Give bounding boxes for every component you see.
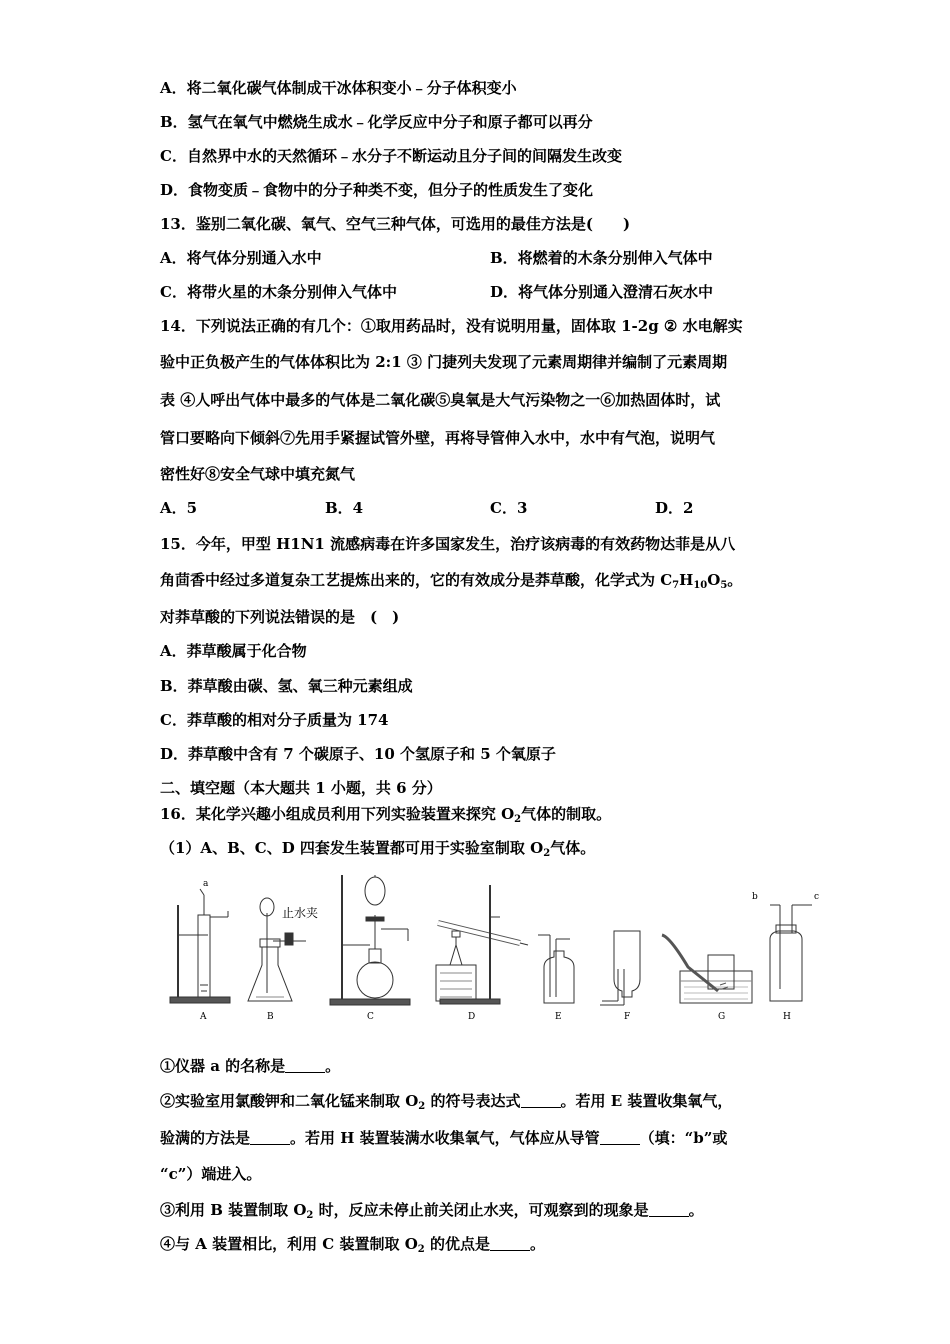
q16-sub-1: ①仪器 a 的名称是 。 — [160, 1057, 341, 1075]
q16-part-1: （1）A、B、C、D 四套发生装置都可用于实验室制取 $O_2$气体。 — [160, 839, 596, 859]
q14-line-3: 表 ④人呼出气体中最多的气体是二氧化碳⑤臭氧是大气污染物之一⑥加热固体时，试 — [160, 391, 721, 409]
q12-option-b: B．氢气在氧气中燃烧生成水﹣化学反应中分子和原子都可以再分 — [160, 113, 593, 131]
apparatus-a — [170, 879, 230, 1003]
q14-line-5: 密性好⑧安全气球中填充氮气 — [160, 465, 356, 483]
q15-option-b: B．莽草酸由碳、氢、氧三种元素组成 — [160, 677, 413, 695]
answer-blank[interactable] — [490, 1236, 530, 1251]
apparatus-d — [436, 885, 528, 1004]
q14-line-4: 管口要略向下倾斜⑦先用手紧握试管外壁，再将导管伸入水中，水中有气泡，说明气 — [160, 429, 716, 447]
q15-line-1: 15．今年，甲型 H1N1 流感病毒在许多国家发生，治疗该病毒的有效药物达菲是从八 — [160, 535, 736, 553]
apparatus-g — [662, 935, 752, 1003]
q13-option-a: A．将气体分别通入水中 — [160, 249, 322, 267]
q13-option-d: D．将气体分别通入澄清石灰水中 — [490, 283, 714, 301]
apparatus-h — [752, 892, 819, 1001]
apparatus-figure — [160, 875, 820, 1025]
app-label-d: D — [468, 1012, 476, 1022]
q15-option-d: D．莽草酸中含有 7 个碳原子、10 个氢原子和 5 个氧原子 — [160, 745, 556, 763]
app-label-h: H — [783, 1012, 791, 1022]
q12-option-d: D．食物变质﹣食物中的分子种类不变，但分子的性质发生了变化 — [160, 181, 594, 199]
q15-option-c: C．莽草酸的相对分子质量为 174 — [160, 711, 389, 729]
answer-blank[interactable] — [600, 1130, 640, 1145]
q13-option-c: C．将带火星的木条分别伸入气体中 — [160, 283, 397, 301]
app-label-f: F — [624, 1012, 631, 1022]
q16-sub-4: ④与 A 装置相比，利用 C 装置制取 $O_2$ 的优点是 。 — [160, 1235, 545, 1255]
q16-sub-2-line-2: 验满的方法是 。若用 H 装置装满水收集氧气，气体应从导管 （填：“b”或 — [160, 1129, 728, 1147]
q16-sub-2-line-1: ②实验室用氯酸钾和二氧化锰来制取 $O_2$ 的符号表达式 。若用 E 装置收集氧气， — [160, 1092, 733, 1112]
q16-sub-2-line-3: “c”）端进入。 — [160, 1165, 262, 1183]
q16-stem: 16．某化学兴趣小组成员利用下列实验装置来探究 $O_2$气体的制取。 — [160, 805, 612, 825]
q15-option-a: A．莽草酸属于化合物 — [160, 642, 307, 660]
apparatus-f — [600, 931, 640, 1005]
q14-line-2: 验中正负极产生的气体体积比为 2:1 ③ 门捷列夫发现了元素周期律并编制了元素周期 — [160, 353, 728, 371]
q16-sub-3: ③利用 B 装置制取 $O_2$ 时，反应未停止前关闭止水夹，可观察到的现象是 。 — [160, 1201, 704, 1221]
q13-option-b: B．将燃着的木条分别伸入气体中 — [490, 249, 713, 267]
apparatus-e — [538, 935, 574, 1003]
q14-option-b: B．4 — [325, 499, 364, 517]
answer-blank[interactable] — [521, 1093, 561, 1108]
label-c: c — [814, 892, 820, 902]
q12-option-c: C．自然界中水的天然循环﹣水分子不断运动且分子间的间隔发生改变 — [160, 147, 622, 165]
q15-line-3: 对莽草酸的下列说法错误的是 ( ) — [160, 608, 400, 626]
app-label-a: A — [200, 1012, 207, 1022]
answer-blank[interactable] — [285, 1058, 325, 1073]
q14-option-c: C．3 — [490, 499, 528, 517]
answer-blank[interactable] — [649, 1202, 689, 1217]
q14-line-1: 14．下列说法正确的有几个：①取用药品时，没有说明用量，固体取 1-2g ② 水电解实 — [160, 317, 743, 335]
q13-stem: 13．鉴别二氧化碳、氧气、空气三种气体，可选用的最佳方法是( ) — [160, 215, 631, 233]
app-label-b: B — [267, 1012, 274, 1022]
app-label-c: C — [367, 1012, 374, 1022]
answer-blank[interactable] — [250, 1130, 290, 1145]
q15-line-2: 角茴香中经过多道复杂工艺提炼出来的，它的有效成分是莽草酸，化学式为 $C_7H_{10}O_5$。 — [160, 571, 743, 591]
app-label-g: G — [718, 1012, 726, 1022]
q12-option-a: A．将二氧化碳气体制成干冰体积变小﹣分子体积变小 — [160, 79, 517, 97]
label-clamp: 止水夹 — [282, 906, 319, 920]
app-label-e: E — [555, 1012, 562, 1022]
apparatus-b — [248, 898, 318, 1001]
q14-option-a: A．5 — [160, 499, 198, 517]
label-b: b — [752, 892, 758, 902]
q14-option-d: D．2 — [655, 499, 694, 517]
apparatus-c — [330, 875, 410, 1005]
section-heading: 二、填空题（本大题共 1 小题，共 6 分） — [160, 779, 442, 797]
label-a: a — [203, 879, 209, 889]
